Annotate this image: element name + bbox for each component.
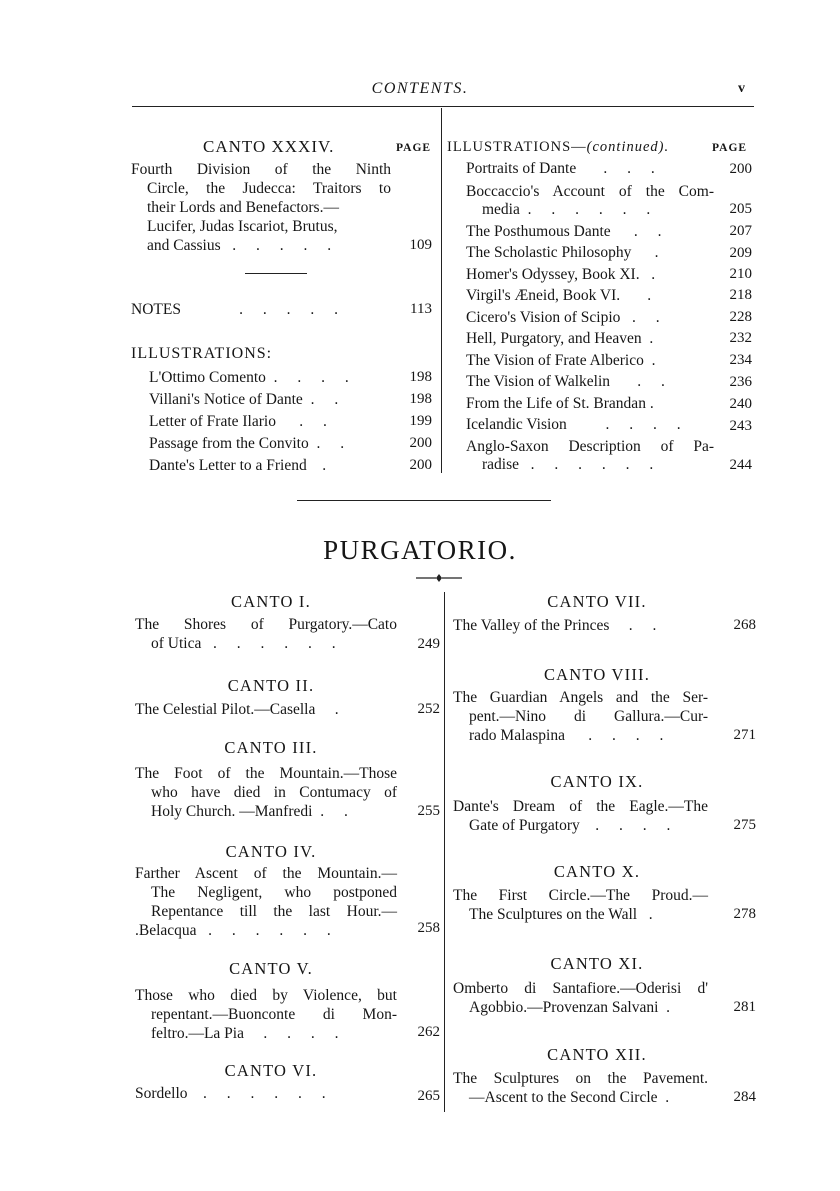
leader-dots: . (651, 351, 664, 369)
illustration-item (466, 352, 714, 371)
entry-line-text: Gate of Purgatory (469, 817, 580, 834)
item-title: Dante's Letter to a Friend (149, 457, 307, 474)
entry-line-text: —Ascent to the Second Circle (469, 1089, 658, 1106)
entry-line (135, 1084, 397, 1103)
illustration-item-cont (466, 456, 714, 475)
leader-dots: . (649, 330, 662, 347)
entry-line-text: of Utica (151, 635, 202, 652)
page-ref: 243 (729, 418, 752, 434)
leader-dots: . (665, 1089, 678, 1106)
entry-line: Lucifer, Judas Iscariot, Brutus, (147, 218, 338, 235)
entry-line-text: Sordello (135, 1085, 188, 1102)
page-ref: 268 (733, 617, 756, 633)
canto-entry (135, 1084, 397, 1103)
page-ref: 232 (729, 330, 752, 346)
canto-entry (135, 764, 397, 821)
entry-line (453, 998, 708, 1017)
entry-line: who have died in Contumacy of (151, 784, 397, 801)
leader-dots: . . (310, 391, 347, 408)
page-ref: 200 (729, 161, 752, 177)
illustration-item (466, 373, 714, 392)
leader-dots: . . . . (605, 416, 689, 433)
illustration-item (466, 416, 714, 435)
canto-entry (453, 886, 708, 924)
item-title: Cicero's Vision of Scipio (466, 308, 621, 326)
canto-entry (453, 616, 708, 635)
item-title: The Vision of Walkelin (466, 373, 611, 390)
item-title: Homer's Odyssey, Book XI. (466, 265, 640, 283)
page-ref: 281 (733, 999, 756, 1015)
canto-heading: CANTO II. (227, 676, 315, 695)
entry-line (135, 921, 397, 940)
canto-entry (453, 979, 708, 1017)
item-title: Passage from the Convito (149, 435, 309, 452)
canto-heading: CANTO XII. (547, 1045, 647, 1064)
canto-heading: CANTO VIII. (543, 665, 651, 684)
page-ref: 265 (417, 1088, 440, 1104)
page-ref: 234 (729, 352, 752, 368)
entry-line-text: feltro.—La Pia (151, 1025, 244, 1042)
canto-heading: CANTO XI. (550, 954, 644, 973)
canto-xxxiv-entry (131, 160, 391, 255)
heading-text: ILLUSTRATIONS— (447, 139, 587, 155)
illustration-item (149, 390, 394, 409)
canto-entry (453, 1069, 708, 1107)
page-ref: 207 (729, 223, 752, 239)
entry-line-text: The Sculptures on the Wall (469, 906, 638, 923)
column-divider-top (441, 108, 442, 473)
ornament-divider (402, 572, 476, 584)
entry-line (135, 802, 397, 821)
entry-line-text: Agobbio.—Provenzan Salvani (469, 999, 659, 1016)
item-title: From the Life of St. Brandan (466, 394, 646, 412)
entry-line: repentant.—Buonconte di Mon- (151, 1006, 397, 1023)
column-divider-bottom (444, 592, 445, 1112)
item-title: Icelandic Vision (466, 416, 567, 433)
page-ref: 252 (417, 701, 440, 717)
page-number: v (738, 81, 745, 96)
illustration-item (466, 395, 714, 414)
leader-dots: . . (316, 435, 353, 452)
entry-line-text: rado Malaspina (469, 727, 565, 744)
canto-entry (135, 864, 397, 940)
canto-heading: CANTO III. (224, 738, 318, 757)
canto-heading: CANTO X. (553, 862, 641, 881)
section-rule (245, 273, 307, 274)
page-ref: 113 (410, 301, 432, 317)
item-title: Portraits of Dante (466, 160, 577, 177)
illustration-item (149, 368, 394, 387)
entry-line-text: The Valley of the Princes (453, 617, 610, 634)
entry-line: Omberto di Santafiore.—Oderisi d' (453, 980, 708, 997)
illustration-item (466, 266, 714, 285)
item-title: Virgil's Æneid, Book VI. (466, 287, 621, 304)
canto-entry (135, 700, 397, 719)
page-ref: 218 (729, 287, 752, 303)
canto-entry (453, 797, 708, 835)
page-ref: 198 (409, 369, 432, 385)
leader-dots: . . . . (588, 727, 672, 744)
canto-xxxiv-heading: CANTO XXXIV. (203, 137, 335, 156)
item-title: Villani's Notice of Dante (149, 391, 303, 408)
entry-line: The First Circle.—The Proud.— (453, 887, 708, 904)
page-ref: 244 (729, 457, 752, 473)
leader-dots: . . (299, 413, 335, 430)
canto-heading: CANTO VI. (224, 1061, 318, 1080)
page-ref: 200 (409, 457, 432, 473)
entry-line: Those who died by Violence, but (135, 987, 397, 1004)
entry-line: Dante's Dream of the Eagle.—The (453, 798, 708, 815)
item-title: The Posthumous Dante (466, 222, 611, 240)
page-ref: 262 (417, 1024, 440, 1040)
page-ref: 255 (417, 803, 440, 819)
entry-line: their Lords and Benefactors.— (147, 199, 339, 216)
entry-line: pent.—Nino di Gallura.—Cur- (469, 708, 708, 725)
illustrations-heading: ILLUSTRATIONS: (131, 345, 273, 362)
leader-dots: . (654, 244, 667, 261)
canto-entry (135, 986, 397, 1043)
entry-line: Farther Ascent of the Mountain.— (135, 865, 397, 882)
entry-line (453, 905, 708, 924)
entry-line: Fourth Division of the Ninth (131, 161, 391, 178)
illustration-item (466, 309, 714, 328)
leader-dots: . (334, 701, 347, 718)
leader-dots: . . . . . . (530, 456, 662, 473)
entry-line (453, 1088, 708, 1107)
page-column-label-left: PAGE (396, 142, 432, 154)
entry-line: The Negligent, who postponed (151, 884, 397, 901)
entry-line: Circle, the Judecca: Traitors to (147, 180, 391, 197)
canto-heading: CANTO IV. (225, 842, 317, 861)
entry-line-text: Holy Church. —Manfredi (151, 803, 313, 820)
entry-line (135, 634, 397, 653)
entry-line (131, 236, 391, 255)
page-ref: 198 (409, 391, 432, 407)
page-ref: 209 (729, 245, 752, 261)
canto-heading: CANTO VII. (547, 592, 647, 611)
page-ref: 240 (729, 396, 752, 412)
notes-entry (131, 300, 391, 319)
middle-rule (297, 500, 551, 501)
item-title: The Vision of Frate Alberico (466, 351, 644, 369)
item-title: media (482, 201, 520, 218)
page-ref: 109 (409, 237, 432, 253)
leader-dots: . . (632, 308, 668, 326)
entry-line (453, 726, 708, 745)
leader-dots: . . (628, 617, 665, 634)
canto-heading: CANTO I. (231, 592, 311, 611)
illustration-item (466, 160, 714, 179)
leader-dots: . . . . . . (527, 201, 659, 218)
entry-line-text: and Cassius (147, 237, 221, 254)
purgatorio-title: PURGATORIO. (323, 535, 517, 565)
heading-note: (continued). (586, 139, 670, 155)
canto-entry (453, 688, 708, 745)
entry-line (453, 616, 708, 635)
page-ref: 228 (729, 309, 752, 325)
entry-line (135, 700, 397, 719)
canto-heading: CANTO V. (229, 959, 313, 978)
leader-dots: . . . . (273, 369, 357, 386)
page-ref: 258 (417, 920, 440, 936)
entry-line: The Shores of Purgatory.—Cato (135, 616, 397, 633)
page-ref: 199 (409, 413, 432, 429)
illustration-item (149, 456, 394, 475)
illustration-item: Boccaccio's Account of the Com- (466, 182, 714, 200)
canto-entry (135, 615, 397, 653)
page-ref: 275 (733, 817, 756, 833)
item-title: L'Ottimo Comento (149, 369, 266, 386)
page-ref: 200 (409, 435, 432, 451)
illustration-item (466, 223, 714, 242)
illustrations-continued-list (466, 160, 714, 475)
page-ref: 205 (729, 201, 752, 217)
entry-line (453, 816, 708, 835)
item-title: Letter of Frate Ilario (149, 413, 276, 430)
leader-dots: . (649, 394, 662, 412)
leader-dots: . . (637, 373, 673, 390)
notes-label: NOTES (131, 301, 181, 318)
illustration-item (149, 434, 394, 453)
notes-line (131, 300, 391, 319)
leader-dots: . . (320, 803, 356, 820)
leader-dots: . (647, 287, 660, 304)
leader-dots: . . . . (595, 817, 679, 834)
entry-line: The Foot of the Mountain.—Those (135, 765, 397, 782)
leader-dots: . (666, 999, 679, 1016)
canto-heading: CANTO IX. (550, 772, 644, 791)
entry-line: The Guardian Angels and the Ser- (453, 689, 708, 706)
illustration-item-cont (466, 201, 714, 220)
illustration-item (466, 330, 714, 349)
illustrations-continued-heading (447, 139, 669, 156)
page-ref: 249 (417, 636, 440, 652)
entry-line: Repentance till the last Hour.— (151, 903, 397, 920)
leader-dots: . . . . (263, 1025, 347, 1042)
page-ref: 271 (733, 727, 756, 743)
header-rule (132, 106, 754, 107)
leader-dots: . . . . . . (208, 922, 339, 939)
leader-dots: . . . . . . (203, 1085, 334, 1102)
item-title: The Scholastic Philosophy (466, 244, 632, 261)
page-ref: 236 (729, 374, 752, 390)
leader-dots: . (651, 265, 664, 283)
leader-dots: . (648, 906, 661, 923)
leader-dots: . . . . . . (212, 635, 344, 652)
item-title: radise (482, 456, 520, 473)
page-ref: 210 (729, 266, 752, 282)
illustration-item (466, 244, 714, 263)
illustration-item (149, 412, 394, 431)
illustration-item: Anglo-Saxon Description of Pa- (466, 437, 714, 455)
running-header-title: CONTENTS. (371, 80, 469, 97)
page-ref: 284 (733, 1089, 756, 1105)
entry-line-text: The Celestial Pilot.—Casella (135, 701, 316, 718)
page-column-label-right: PAGE (712, 142, 748, 154)
entry-line-text: .Belacqua (135, 922, 197, 939)
leader-dots: . . . . . (239, 301, 346, 318)
item-title: Hell, Purgatory, and Heaven (466, 330, 642, 347)
entry-line (135, 1024, 397, 1043)
entry-line: The Sculptures on the Pavement. (453, 1070, 708, 1087)
illustration-item (466, 287, 714, 306)
leader-dots: . (322, 457, 335, 474)
leader-dots: . . (633, 222, 670, 240)
leader-dots: . . . . . (232, 237, 340, 254)
page-ref: 278 (733, 906, 756, 922)
leader-dots: . . . (603, 160, 663, 177)
illustrations-list (149, 368, 394, 475)
